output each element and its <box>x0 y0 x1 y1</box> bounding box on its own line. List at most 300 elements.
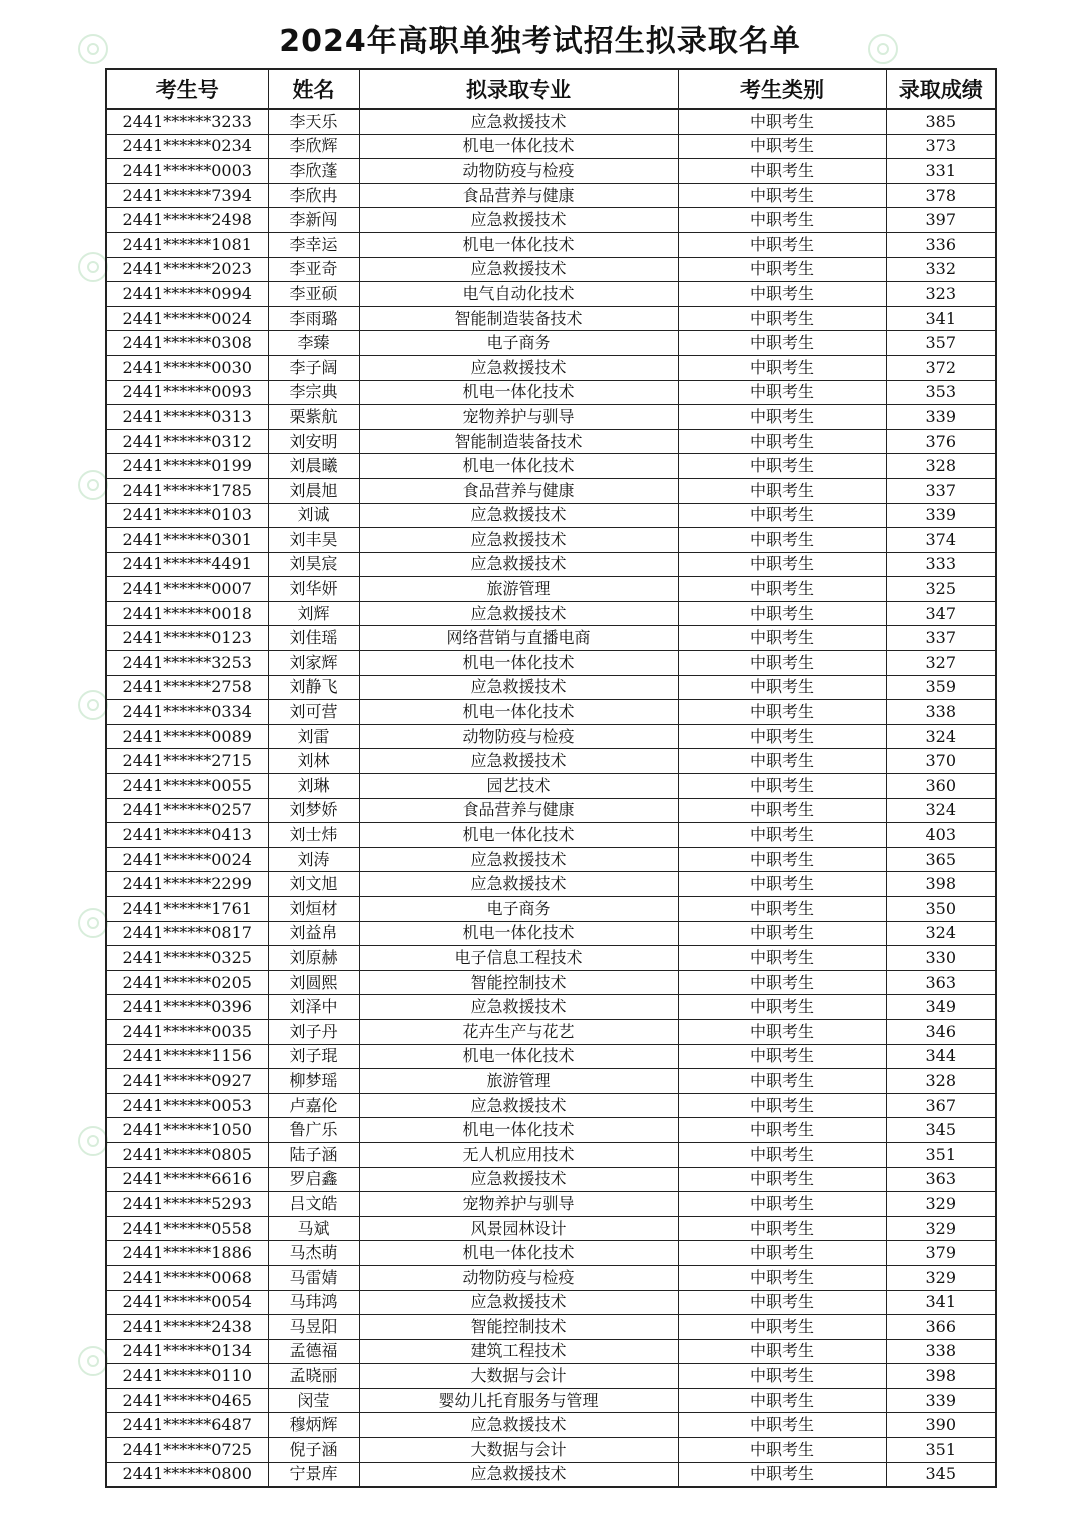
name-cell: 刘雷 <box>268 724 359 749</box>
score-cell: 372 <box>886 355 996 380</box>
name-cell: 柳梦瑶 <box>268 1069 359 1094</box>
category-cell: 中职考生 <box>678 577 886 602</box>
exam-id-cell: 2441******0134 <box>106 1339 268 1364</box>
name-cell: 刘静飞 <box>268 675 359 700</box>
header-score: 录取成绩 <box>886 69 996 109</box>
major-cell: 旅游管理 <box>359 577 678 602</box>
major-cell: 应急救援技术 <box>359 109 678 134</box>
name-cell: 李亚硕 <box>268 282 359 307</box>
major-cell: 应急救援技术 <box>359 257 678 282</box>
exam-id-cell: 2441******7394 <box>106 183 268 208</box>
major-cell: 应急救援技术 <box>359 1462 678 1487</box>
name-cell: 刘子琨 <box>268 1044 359 1069</box>
category-cell: 中职考生 <box>678 380 886 405</box>
category-cell: 中职考生 <box>678 724 886 749</box>
category-cell: 中职考生 <box>678 1339 886 1364</box>
major-cell: 机电一体化技术 <box>359 380 678 405</box>
exam-id-cell: 2441******0003 <box>106 159 268 184</box>
category-cell: 中职考生 <box>678 1093 886 1118</box>
major-cell: 机电一体化技术 <box>359 823 678 848</box>
table-row <box>106 700 996 725</box>
table-body <box>106 109 996 1487</box>
name-cell: 刘佳瑶 <box>268 626 359 651</box>
major-cell: 机电一体化技术 <box>359 651 678 676</box>
score-cell: 337 <box>886 626 996 651</box>
table-row <box>106 1167 996 1192</box>
exam-id-cell: 2441******0024 <box>106 847 268 872</box>
table-row <box>106 1413 996 1438</box>
exam-id-cell: 2441******0053 <box>106 1093 268 1118</box>
name-cell: 倪子涵 <box>268 1438 359 1463</box>
exam-id-cell: 2441******0413 <box>106 823 268 848</box>
admission-table <box>105 68 997 1488</box>
category-cell: 中职考生 <box>678 331 886 356</box>
major-cell: 机电一体化技术 <box>359 134 678 159</box>
score-cell: 398 <box>886 1364 996 1389</box>
name-cell: 李宗典 <box>268 380 359 405</box>
exam-id-cell: 2441******0068 <box>106 1265 268 1290</box>
major-cell: 大数据与会计 <box>359 1364 678 1389</box>
exam-id-cell: 2441******0030 <box>106 355 268 380</box>
table-row <box>106 1044 996 1069</box>
name-cell: 马玮鸿 <box>268 1290 359 1315</box>
table-row <box>106 970 996 995</box>
score-cell: 351 <box>886 1438 996 1463</box>
table-row <box>106 1241 996 1266</box>
table-row <box>106 208 996 233</box>
exam-id-cell: 2441******0199 <box>106 454 268 479</box>
exam-id-cell: 2441******0035 <box>106 1019 268 1044</box>
exam-id-cell: 2441******0093 <box>106 380 268 405</box>
major-cell: 应急救援技术 <box>359 503 678 528</box>
category-cell: 中职考生 <box>678 1413 886 1438</box>
name-cell: 刘诚 <box>268 503 359 528</box>
exam-id-cell: 2441******0089 <box>106 724 268 749</box>
exam-id-cell: 2441******0927 <box>106 1069 268 1094</box>
table-row <box>106 355 996 380</box>
score-cell: 345 <box>886 1462 996 1487</box>
category-cell: 中职考生 <box>678 995 886 1020</box>
major-cell: 智能制造装备技术 <box>359 429 678 454</box>
table-row <box>106 921 996 946</box>
category-cell: 中职考生 <box>678 1216 886 1241</box>
category-cell: 中职考生 <box>678 1265 886 1290</box>
watermark-logo-icon <box>868 34 898 64</box>
table-row <box>106 1118 996 1143</box>
table-row <box>106 724 996 749</box>
exam-id-cell: 2441******0325 <box>106 946 268 971</box>
category-cell: 中职考生 <box>678 1142 886 1167</box>
table-row <box>106 823 996 848</box>
name-cell: 罗启鑫 <box>268 1167 359 1192</box>
name-cell: 李新闯 <box>268 208 359 233</box>
category-cell: 中职考生 <box>678 1315 886 1340</box>
exam-id-cell: 2441******1050 <box>106 1118 268 1143</box>
category-cell: 中职考生 <box>678 109 886 134</box>
category-cell: 中职考生 <box>678 282 886 307</box>
exam-id-cell: 2441******1081 <box>106 232 268 257</box>
major-cell: 机电一体化技术 <box>359 454 678 479</box>
category-cell: 中职考生 <box>678 700 886 725</box>
exam-id-cell: 2441******0312 <box>106 429 268 454</box>
name-cell: 刘可营 <box>268 700 359 725</box>
exam-id-cell: 2441******0018 <box>106 601 268 626</box>
exam-id-cell: 2441******0257 <box>106 798 268 823</box>
name-cell: 陆子涵 <box>268 1142 359 1167</box>
score-cell: 344 <box>886 1044 996 1069</box>
exam-id-cell: 2441******0110 <box>106 1364 268 1389</box>
exam-id-cell: 2441******2023 <box>106 257 268 282</box>
category-cell: 中职考生 <box>678 355 886 380</box>
table-row <box>106 946 996 971</box>
major-cell: 机电一体化技术 <box>359 1118 678 1143</box>
score-cell: 339 <box>886 405 996 430</box>
name-cell: 刘士炜 <box>268 823 359 848</box>
category-cell: 中职考生 <box>678 159 886 184</box>
name-cell: 刘益帛 <box>268 921 359 946</box>
major-cell: 旅游管理 <box>359 1069 678 1094</box>
table-row <box>106 798 996 823</box>
category-cell: 中职考生 <box>678 1167 886 1192</box>
table-row <box>106 232 996 257</box>
name-cell: 马雷婧 <box>268 1265 359 1290</box>
watermark-logo-icon <box>78 34 108 64</box>
exam-id-cell: 2441******0205 <box>106 970 268 995</box>
name-cell: 宁景库 <box>268 1462 359 1487</box>
major-cell: 机电一体化技术 <box>359 921 678 946</box>
exam-id-cell: 2441******2758 <box>106 675 268 700</box>
major-cell: 应急救援技术 <box>359 1413 678 1438</box>
score-cell: 349 <box>886 995 996 1020</box>
table-row <box>106 749 996 774</box>
exam-id-cell: 2441******1156 <box>106 1044 268 1069</box>
name-cell: 刘子丹 <box>268 1019 359 1044</box>
exam-id-cell: 2441******0334 <box>106 700 268 725</box>
name-cell: 刘涛 <box>268 847 359 872</box>
table-row <box>106 478 996 503</box>
score-cell: 390 <box>886 1413 996 1438</box>
category-cell: 中职考生 <box>678 503 886 528</box>
table-row <box>106 675 996 700</box>
category-cell: 中职考生 <box>678 1290 886 1315</box>
score-cell: 357 <box>886 331 996 356</box>
table-row <box>106 1315 996 1340</box>
category-cell: 中职考生 <box>678 1438 886 1463</box>
table-row <box>106 1142 996 1167</box>
category-cell: 中职考生 <box>678 798 886 823</box>
major-cell: 动物防疫与检疫 <box>359 1265 678 1290</box>
table-row <box>106 183 996 208</box>
score-cell: 379 <box>886 1241 996 1266</box>
major-cell: 应急救援技术 <box>359 355 678 380</box>
score-cell: 347 <box>886 601 996 626</box>
category-cell: 中职考生 <box>678 1019 886 1044</box>
exam-id-cell: 2441******0054 <box>106 1290 268 1315</box>
score-cell: 337 <box>886 478 996 503</box>
name-cell: 卢嘉伦 <box>268 1093 359 1118</box>
category-cell: 中职考生 <box>678 208 886 233</box>
major-cell: 应急救援技术 <box>359 749 678 774</box>
table-header-row <box>106 69 996 109</box>
score-cell: 328 <box>886 1069 996 1094</box>
name-cell: 刘辉 <box>268 601 359 626</box>
name-cell: 刘圆熙 <box>268 970 359 995</box>
major-cell: 智能制造装备技术 <box>359 306 678 331</box>
category-cell: 中职考生 <box>678 552 886 577</box>
score-cell: 338 <box>886 700 996 725</box>
name-cell: 李欣冉 <box>268 183 359 208</box>
exam-id-cell: 2441******0103 <box>106 503 268 528</box>
table-row <box>106 257 996 282</box>
major-cell: 应急救援技术 <box>359 675 678 700</box>
score-cell: 378 <box>886 183 996 208</box>
table-row <box>106 503 996 528</box>
major-cell: 机电一体化技术 <box>359 1044 678 1069</box>
exam-id-cell: 2441******3253 <box>106 651 268 676</box>
score-cell: 363 <box>886 970 996 995</box>
major-cell: 风景园林设计 <box>359 1216 678 1241</box>
table-row <box>106 454 996 479</box>
name-cell: 孟德福 <box>268 1339 359 1364</box>
exam-id-cell: 2441******0024 <box>106 306 268 331</box>
category-cell: 中职考生 <box>678 134 886 159</box>
name-cell: 栗紫航 <box>268 405 359 430</box>
table-row <box>106 897 996 922</box>
score-cell: 366 <box>886 1315 996 1340</box>
major-cell: 应急救援技术 <box>359 847 678 872</box>
score-cell: 324 <box>886 798 996 823</box>
name-cell: 刘琳 <box>268 774 359 799</box>
major-cell: 应急救援技术 <box>359 995 678 1020</box>
exam-id-cell: 2441******0123 <box>106 626 268 651</box>
watermark-logo-icon <box>78 1346 108 1376</box>
table-row <box>106 626 996 651</box>
name-cell: 刘梦娇 <box>268 798 359 823</box>
exam-id-cell: 2441******6616 <box>106 1167 268 1192</box>
score-cell: 338 <box>886 1339 996 1364</box>
score-cell: 367 <box>886 1093 996 1118</box>
major-cell: 应急救援技术 <box>359 1167 678 1192</box>
score-cell: 329 <box>886 1192 996 1217</box>
score-cell: 397 <box>886 208 996 233</box>
exam-id-cell: 2441******2438 <box>106 1315 268 1340</box>
major-cell: 大数据与会计 <box>359 1438 678 1463</box>
category-cell: 中职考生 <box>678 749 886 774</box>
major-cell: 应急救援技术 <box>359 1093 678 1118</box>
category-cell: 中职考生 <box>678 429 886 454</box>
name-cell: 刘烜材 <box>268 897 359 922</box>
major-cell: 动物防疫与检疫 <box>359 159 678 184</box>
score-cell: 330 <box>886 946 996 971</box>
score-cell: 323 <box>886 282 996 307</box>
major-cell: 机电一体化技术 <box>359 1241 678 1266</box>
watermark-logo-icon <box>78 690 108 720</box>
category-cell: 中职考生 <box>678 1069 886 1094</box>
major-cell: 宠物养护与驯导 <box>359 405 678 430</box>
score-cell: 339 <box>886 503 996 528</box>
major-cell: 应急救援技术 <box>359 1290 678 1315</box>
watermark-logo-icon <box>78 252 108 282</box>
score-cell: 332 <box>886 257 996 282</box>
table-row <box>106 774 996 799</box>
name-cell: 李幸运 <box>268 232 359 257</box>
exam-id-cell: 2441******0234 <box>106 134 268 159</box>
name-cell: 刘丰昊 <box>268 528 359 553</box>
score-cell: 341 <box>886 306 996 331</box>
score-cell: 328 <box>886 454 996 479</box>
score-cell: 373 <box>886 134 996 159</box>
category-cell: 中职考生 <box>678 774 886 799</box>
score-cell: 333 <box>886 552 996 577</box>
table-row <box>106 159 996 184</box>
major-cell: 无人机应用技术 <box>359 1142 678 1167</box>
major-cell: 电子商务 <box>359 897 678 922</box>
category-cell: 中职考生 <box>678 232 886 257</box>
table-row <box>106 1462 996 1487</box>
score-cell: 370 <box>886 749 996 774</box>
name-cell: 李欣蓬 <box>268 159 359 184</box>
category-cell: 中职考生 <box>678 1044 886 1069</box>
category-cell: 中职考生 <box>678 1241 886 1266</box>
exam-id-cell: 2441******1761 <box>106 897 268 922</box>
name-cell: 李天乐 <box>268 109 359 134</box>
exam-id-cell: 2441******0994 <box>106 282 268 307</box>
category-cell: 中职考生 <box>678 1364 886 1389</box>
name-cell: 刘华妍 <box>268 577 359 602</box>
name-cell: 马斌 <box>268 1216 359 1241</box>
exam-id-cell: 2441******5293 <box>106 1192 268 1217</box>
category-cell: 中职考生 <box>678 946 886 971</box>
name-cell: 刘家辉 <box>268 651 359 676</box>
category-cell: 中职考生 <box>678 823 886 848</box>
table-row <box>106 429 996 454</box>
score-cell: 327 <box>886 651 996 676</box>
category-cell: 中职考生 <box>678 306 886 331</box>
score-cell: 324 <box>886 724 996 749</box>
major-cell: 网络营销与直播电商 <box>359 626 678 651</box>
major-cell: 电气自动化技术 <box>359 282 678 307</box>
exam-id-cell: 2441******0308 <box>106 331 268 356</box>
table-row <box>106 528 996 553</box>
major-cell: 应急救援技术 <box>359 872 678 897</box>
score-cell: 403 <box>886 823 996 848</box>
name-cell: 马昱阳 <box>268 1315 359 1340</box>
score-cell: 359 <box>886 675 996 700</box>
exam-id-cell: 2441******1785 <box>106 478 268 503</box>
table-row <box>106 1093 996 1118</box>
major-cell: 电子信息工程技术 <box>359 946 678 971</box>
score-cell: 353 <box>886 380 996 405</box>
table-row <box>106 306 996 331</box>
category-cell: 中职考生 <box>678 897 886 922</box>
name-cell: 穆炳辉 <box>268 1413 359 1438</box>
table-row <box>106 331 996 356</box>
category-cell: 中职考生 <box>678 921 886 946</box>
header-category: 考生类别 <box>678 69 886 109</box>
name-cell: 吕文皓 <box>268 1192 359 1217</box>
name-cell: 闵莹 <box>268 1388 359 1413</box>
score-cell: 351 <box>886 1142 996 1167</box>
category-cell: 中职考生 <box>678 528 886 553</box>
table-row <box>106 872 996 897</box>
major-cell: 婴幼儿托育服务与管理 <box>359 1388 678 1413</box>
exam-id-cell: 2441******0805 <box>106 1142 268 1167</box>
category-cell: 中职考生 <box>678 872 886 897</box>
category-cell: 中职考生 <box>678 675 886 700</box>
header-exam-id: 考生号 <box>106 69 268 109</box>
category-cell: 中职考生 <box>678 1192 886 1217</box>
major-cell: 智能控制技术 <box>359 1315 678 1340</box>
major-cell: 应急救援技术 <box>359 552 678 577</box>
page-title: 2024年高职单独考试招生拟录取名单 <box>279 24 801 59</box>
score-cell: 345 <box>886 1118 996 1143</box>
table-row <box>106 1265 996 1290</box>
major-cell: 应急救援技术 <box>359 528 678 553</box>
category-cell: 中职考生 <box>678 1118 886 1143</box>
score-cell: 374 <box>886 528 996 553</box>
category-cell: 中职考生 <box>678 183 886 208</box>
table-row <box>106 134 996 159</box>
exam-id-cell: 2441******0055 <box>106 774 268 799</box>
table-row <box>106 1216 996 1241</box>
category-cell: 中职考生 <box>678 257 886 282</box>
score-cell: 331 <box>886 159 996 184</box>
score-cell: 385 <box>886 109 996 134</box>
exam-id-cell: 2441******4491 <box>106 552 268 577</box>
header-major: 拟录取专业 <box>359 69 678 109</box>
name-cell: 刘林 <box>268 749 359 774</box>
table-row <box>106 1364 996 1389</box>
score-cell: 324 <box>886 921 996 946</box>
category-cell: 中职考生 <box>678 454 886 479</box>
category-cell: 中职考生 <box>678 405 886 430</box>
category-cell: 中职考生 <box>678 626 886 651</box>
exam-id-cell: 2441******6487 <box>106 1413 268 1438</box>
name-cell: 刘文旭 <box>268 872 359 897</box>
major-cell: 机电一体化技术 <box>359 700 678 725</box>
score-cell: 329 <box>886 1216 996 1241</box>
table-row <box>106 1019 996 1044</box>
header-name: 姓名 <box>268 69 359 109</box>
exam-id-cell: 2441******0817 <box>106 921 268 946</box>
score-cell: 363 <box>886 1167 996 1192</box>
name-cell: 刘晨曦 <box>268 454 359 479</box>
exam-id-cell: 2441******0301 <box>106 528 268 553</box>
table-row <box>106 282 996 307</box>
table-row <box>106 1069 996 1094</box>
table-row <box>106 1290 996 1315</box>
score-cell: 329 <box>886 1265 996 1290</box>
major-cell: 动物防疫与检疫 <box>359 724 678 749</box>
name-cell: 刘安明 <box>268 429 359 454</box>
name-cell: 刘晨旭 <box>268 478 359 503</box>
name-cell: 李欣辉 <box>268 134 359 159</box>
table-row <box>106 405 996 430</box>
table-row <box>106 1388 996 1413</box>
category-cell: 中职考生 <box>678 651 886 676</box>
table-row <box>106 380 996 405</box>
major-cell: 花卉生产与花艺 <box>359 1019 678 1044</box>
watermark-logo-icon <box>78 1126 108 1156</box>
major-cell: 食品营养与健康 <box>359 798 678 823</box>
name-cell: 刘泽中 <box>268 995 359 1020</box>
score-cell: 339 <box>886 1388 996 1413</box>
table-row <box>106 601 996 626</box>
name-cell: 孟晓丽 <box>268 1364 359 1389</box>
major-cell: 应急救援技术 <box>359 208 678 233</box>
exam-id-cell: 2441******0007 <box>106 577 268 602</box>
major-cell: 食品营养与健康 <box>359 183 678 208</box>
